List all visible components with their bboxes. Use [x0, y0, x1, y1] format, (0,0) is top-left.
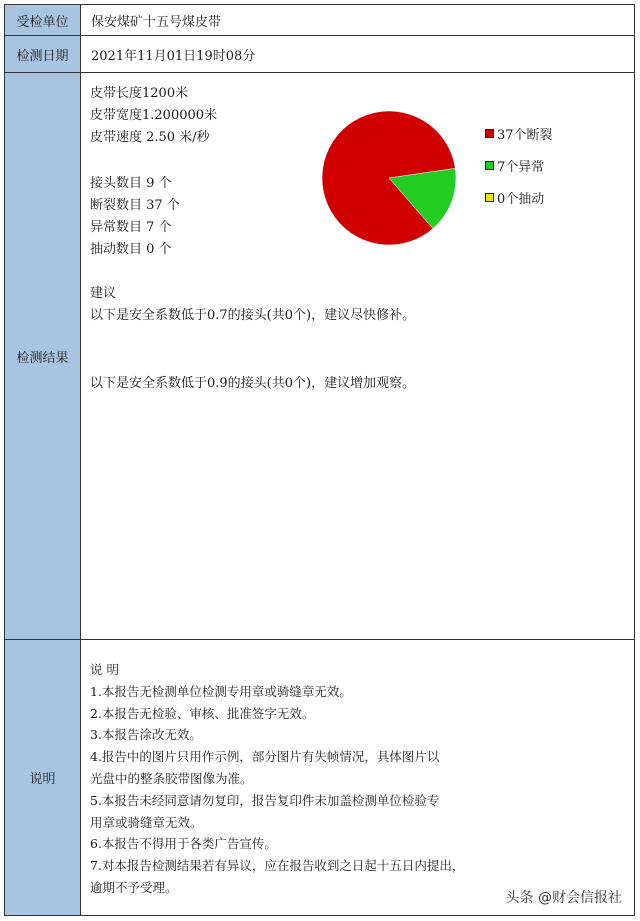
watermark: 头条 @财会信报社: [505, 890, 622, 906]
count-info: [90, 173, 180, 261]
legend-label-break: 37个断裂: [497, 127, 553, 143]
legend-item-twitch: [485, 189, 553, 205]
belt-length: 皮带长度1200米: [90, 86, 189, 101]
notes-body: [90, 659, 464, 899]
note-line: 用章或骑缝章无效。: [90, 814, 203, 830]
break-count: 断裂数目 37 个: [90, 198, 180, 213]
notes-label: 说明: [5, 640, 81, 915]
inspection-report: [4, 4, 635, 916]
row-notes: [5, 640, 634, 915]
note-line: 4.报告中的图片只用作示例，部分图片有失帧情况，具体图片以: [90, 749, 440, 765]
legend-swatch-yellow: [485, 193, 494, 202]
legend-swatch-green: [485, 161, 494, 170]
note-line: 逾期不予受理。: [90, 879, 178, 895]
row-result: [5, 73, 634, 640]
abnormal-count: 异常数目 7 个: [90, 220, 172, 235]
note-line: 5.本报告未经同意请勿复印，报告复印件未加盖检测单位检验专: [90, 792, 440, 808]
note-line: 3.本报告涂改无效。: [90, 727, 202, 743]
result-label: 检测结果: [5, 73, 81, 639]
legend-label-abnormal: 7个异常: [497, 159, 545, 175]
joint-count: 接头数目 9 个: [90, 176, 172, 191]
legend-label-twitch: 0个抽动: [497, 191, 545, 207]
legend-swatch-red: [485, 129, 494, 138]
note-line: 光盘中的整条胶带图像为准。: [90, 770, 253, 786]
notes-title: 说 明: [90, 662, 119, 677]
note-line: 2.本报告无检验、审核、批准签字无效。: [90, 705, 315, 721]
row-date: [5, 36, 634, 73]
twitch-count: 抽动数目 0 个: [90, 242, 172, 257]
date-value: 2021年11月01日19时08分: [91, 48, 256, 64]
row-unit: [5, 5, 634, 36]
pie-chart: [319, 108, 459, 248]
advice-block: [90, 283, 415, 327]
advice-line-2: 以下是安全系数低于0.9的接头(共0个)，建议增加观察。: [90, 376, 416, 391]
advice-line-1: 以下是安全系数低于0.7的接头(共0个)，建议尽快修补。: [90, 308, 416, 323]
note-line: 7.对本报告检测结果若有异议，应在报告收到之日起十五日内提出，: [90, 858, 465, 874]
belt-info: [90, 83, 217, 149]
note-line: 1.本报告无检测单位检测专用章或骑缝章无效。: [90, 683, 352, 699]
date-label: 检测日期: [5, 36, 81, 72]
legend-item-abnormal: [485, 157, 553, 173]
unit-value: 保安煤矿十五号煤皮带: [91, 14, 222, 30]
belt-speed: 皮带速度 2.50 米/秒: [90, 130, 210, 145]
advice-title: 建议: [90, 286, 117, 301]
note-line: 6.本报告不得用于各类广告宣传。: [90, 836, 277, 852]
pie-legend: [485, 125, 553, 221]
unit-label: 受检单位: [5, 5, 81, 35]
belt-width: 皮带宽度1.200000米: [90, 108, 218, 123]
legend-item-break: [485, 125, 553, 141]
